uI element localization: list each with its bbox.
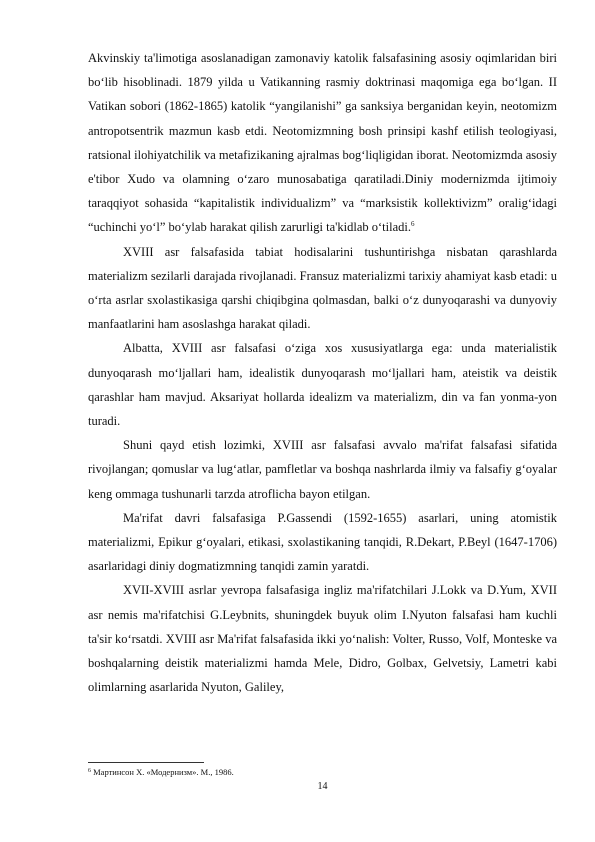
paragraph-1 [88,46,557,240]
paragraph-3: Albatta, XVIII asr falsafasi o‘ziga xos xususiyatlarga ega: unda materialistik dunyoqarash mo‘ljallari ham, idealistik dunyoqarash mo‘ljallari ham, ateistik va deistik qarashlar ham mavjud. Aksariyat hollarda idealizm va materializm, din va fan yonma-yon turadi. [88,341,557,429]
footnote-reference[interactable]: 6 [410,220,415,229]
footnote [88,767,557,778]
document-body [88,46,557,699]
footnote-text: Мартинсон Х. «Модернизм». М., 1986. [93,767,234,777]
page-number: 14 [317,781,328,792]
paragraph-2: XVIII asr falsafasida tabiat hodisalarini tushuntirishga nisbatan qarashlarda materializm sezilarli darajada rivojlanadi. Fransuz materializmi tarixiy ahamiyat kasb etadi: u o‘rta asrlar sxolastikasiga qarshi chiqibgina qolmasdan, balki o‘z dunyoqarashi va dunyoviy manfaatlarini ham asoslashga harakat qiladi. [88,244,557,332]
paragraph-text: Akvinskiy ta'limotiga asoslanadigan zamonaviy katolik falsafasining asosiy oqimlaridan biri bo‘lib hisoblinadi. 1879 yilda u Vatikanning rasmiy doktrinasi maqomiga ega bo‘lgan. II Vatikan sobori (1862-1865) katolik “yangilanishi” ga sanksiya berganidan keyin, neotomizm antropotsentrik mazmun kasb etdi. Neotomizmning bosh prinsipi kashf etilish teologiyasi, ratsional ilohiyatchilik va metafizikaning ajralmas bog‘liqligidan iborat. Neotomizmda asosiy e'tibor Xudo va olamning o‘zaro munosabatiga qaratiladi.Diniy modernizmda ijtimoiy taraqqiyot sohasida “kapitalistik individualizm” va “marksistik kollektivizm” oralig‘idagi “uchinchi yo‘l” bo‘ylab harakat qilish zarurligi ta'kidlab o‘tiladi. [88,51,557,235]
footnote-marker: 6 [88,768,91,774]
paragraph-6: XVII-XVIII asrlar yevropa falsafasiga ingliz ma'rifatchilari J.Lokk va D.Yum, XVII asr nemis ma'rifatchisi G.Leybnits, shuningdek buyuk olim I.Nyuton falsafasi ham kuchli ta'sir ko‘rsatdi. XVIII asr Ma'rifat falsafasida ikki yo‘nalish: Volter, Russo, Volf, Monteske va boshqalarning deistik materializmi hamda Mele, Didro, Golbax, Gelvetsiy, Lametri kabi olimlarning asarlarida Nyuton, Galiley, [88,583,557,695]
paragraph-4: Shuni qayd etish lozimki, XVIII asr falsafasi avvalo ma'rifat falsafasi sifatida rivojlangan; qomuslar va lug‘atlar, pamfletlar va boshqa nashrlarda ilmiy va falsafiy g‘oyalar keng ommaga tushunarli tarzda atroflicha bayon etilgan. [88,438,557,501]
paragraph-5: Ma'rifat davri falsafasiga P.Gassendi (1592-1655) asarlari, uning atomistik materializmi, Epikur g‘oyalari, etikasi, sxolastikaning tanqidi, R.Dekart, P.Beyl (1647-1706) asarlaridagi diniy dogmatizmning tanqidi zamin yaratdi. [88,510,557,574]
footnote-separator [88,762,204,763]
